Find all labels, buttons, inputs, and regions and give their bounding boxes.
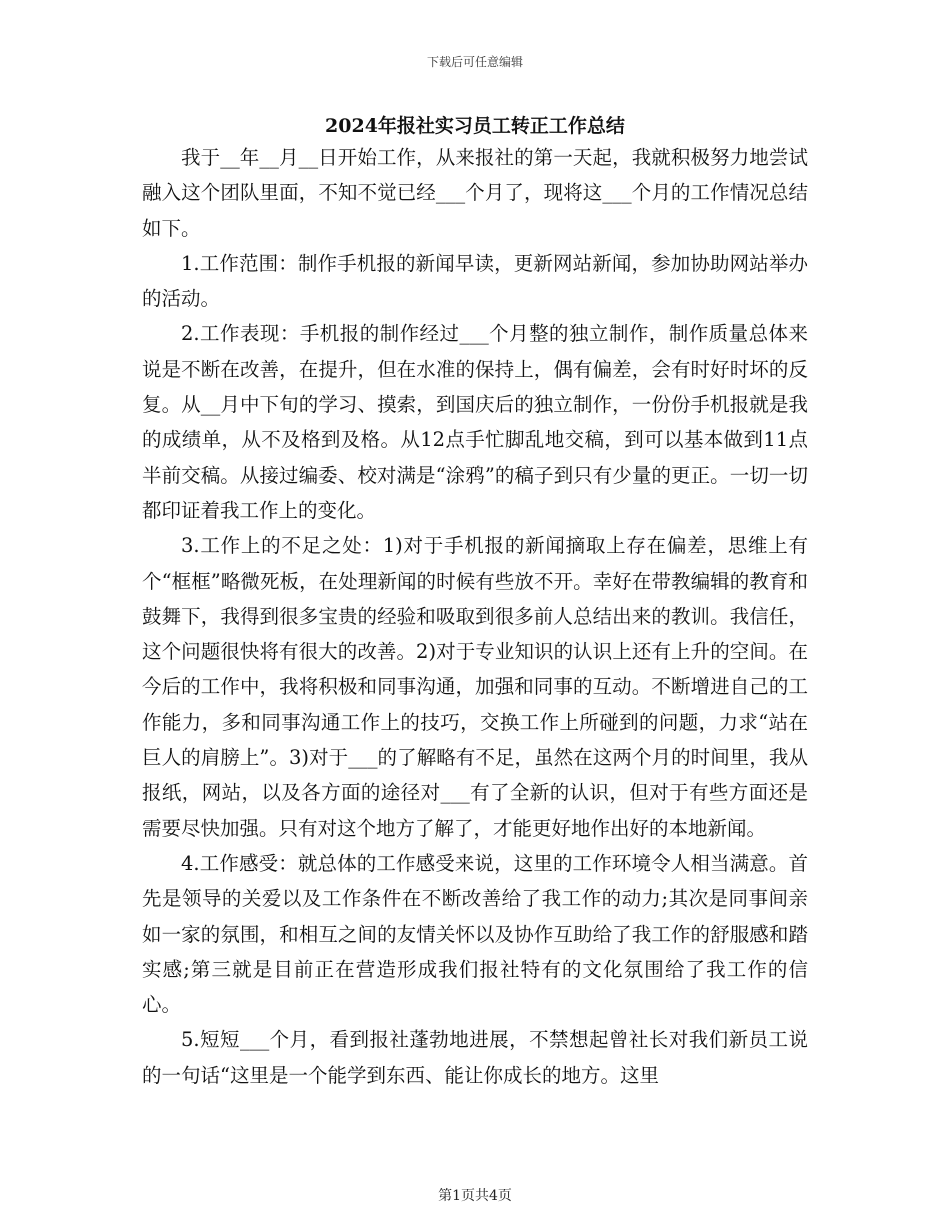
paragraph-work-feelings: 4.工作感受：就总体的工作感受来说，这里的工作环境令人相当满意。首先是领导的关爱以及工作条件在不断改善给了我工作的动力;其次是同事间亲如一家的氛围，和相互之间的友情关怀以及协作互助给了我工作的舒服感和踏实感;第三就是目前正在营造形成我们报社特有的文化氛围给了我工作的信心。 [142, 851, 808, 1017]
header-note: 下载后可任意编辑 [426, 55, 523, 69]
paragraph-shortcomings: 3.工作上的不足之处：1)对于手机报的新闻摘取上存在偏差，思维上有个“框框”略微死板，在处理新闻的时候有些放不开。幸好在带教编辑的教育和鼓舞下，我得到很多宝贵的经验和吸取到很多前人总结出来的教训。我信任，这个问题很快将有很大的改善。2)对于专业知识的认识上还有上升的空间。在今后的工作中，我将积极和同事沟通，加强和同事的互动。不断增进自己的工作能力，多和同事沟通工作上的技巧，交换工作上所碰到的问题，力求“站在巨人的肩膀上”。3)对于___的了解略有不足，虽然在这两个月的时间里，我从报纸，网站，以及各方面的途径对___有了全新的认识，但对于有些方面还是需要尽快加强。只有对这个地方了解了，才能更好地作出好的本地新闻。 [142, 534, 808, 840]
paragraph-intro: 我于__年__月__日开始工作，从来报社的第一天起，我就积极努力地尝试融入这个团队里面，不知不觉已经___个月了，现将这___个月的工作情况总结如下。 [142, 146, 808, 240]
page-number: 第1页共4页 [438, 1188, 512, 1204]
paragraph-closing: 5.短短___个月，看到报社蓬勃地进展，不禁想起曾社长对我们新员工说的一句话“这里是一个能学到东西、能让你成长的地方。这里 [142, 1028, 808, 1087]
paragraph-work-performance: 2.工作表现：手机报的制作经过___个月整的独立制作，制作质量总体来说是不断在改善，在提升，但在水准的保持上，偶有偏差，会有时好时坏的反复。从__月中下旬的学习、摸索，到国庆后的独立制作，一份份手机报就是我的成绩单，从不及格到及格。从12点手忙脚乱地交稿，到可以基本做到11点半前交稿。从接过编委、校对满是“涂鸦”的稿子到只有少量的更正。一切一切都印证着我工作上的变化。 [142, 322, 808, 522]
document-title: 2024年报社实习员工转正工作总结 [325, 115, 625, 137]
paragraph-work-scope: 1.工作范围：制作手机报的新闻早读，更新网站新闻，参加协助网站举办的活动。 [142, 251, 808, 311]
document-body [142, 140, 808, 1093]
